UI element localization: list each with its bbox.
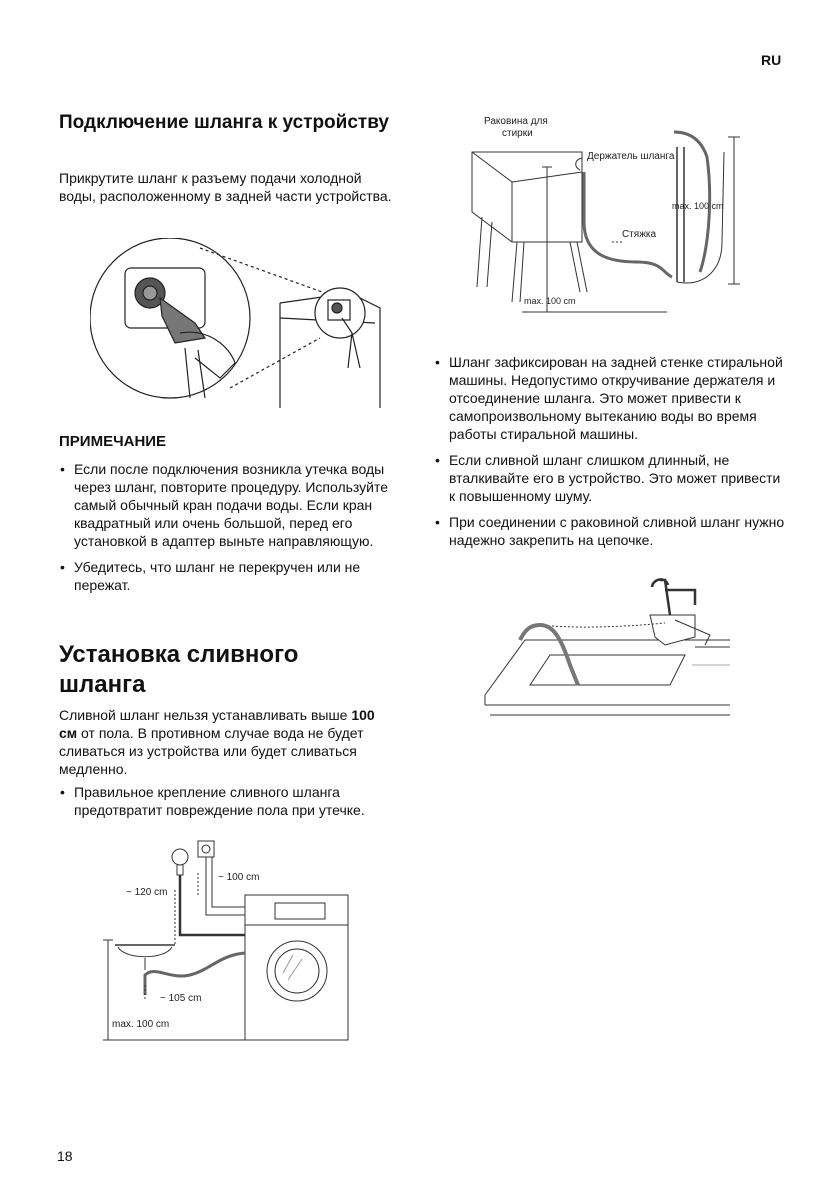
label-105cm: ~ 105 cm — [160, 993, 202, 1004]
label-sink-2: стирки — [502, 128, 533, 139]
page-number: 18 — [57, 1148, 73, 1164]
drain-hose-text-pre: Сливной шланг нельзя устанавливать выше — [59, 707, 352, 723]
drain-hose-limit: 100 см — [59, 707, 375, 741]
laundry-sink — [472, 152, 582, 242]
note-item: • Если после подключения возникла утечка воды через шланг, повторите процедуру. Используйте самый обычный кран подачи воды. Если кран квадратный или очень большой, перед его установкой в адаптер выньте направляющую. — [59, 460, 399, 550]
note-title: ПРИМЕЧАНИЕ — [59, 433, 167, 450]
drain-hose-text-post: от пола. В противном случае вода не будет сливаться из устройства или будет сливаться медленно. — [59, 725, 364, 777]
label-120cm: ~ 120 cm — [126, 887, 168, 898]
label-max-100cm: max. 100 cm — [112, 1019, 170, 1030]
label-hose-holder: Держатель шланга — [587, 151, 675, 162]
label-max-right: max. 100 cm — [672, 201, 724, 211]
sink — [118, 947, 172, 957]
right-bullet-list — [434, 353, 789, 557]
drain-hose-text — [59, 706, 389, 778]
language-label: RU — [761, 52, 782, 68]
hose-connection-illustration — [90, 238, 390, 408]
right-bullet: • Шланг зафиксирован на задней стенке стиральной машины. Недопустимо откручивание держателя и отсоединение шланга. Это может привести к самопроизвольному вытеканию воды во время работы стиральной машины. — [434, 353, 789, 443]
section-heading-drain-hose: Установка сливного шланга — [59, 641, 299, 698]
label-sink-1: Раковина для — [484, 116, 548, 127]
note-item: • Убедитесь, что шланг не перекручен или не пережат. — [59, 558, 399, 594]
drain-hose-bullet: • Правильное крепление сливного шланга предотвратит повреждение пола при утечке. — [59, 783, 419, 819]
drain-hose-height-diagram — [100, 835, 360, 1045]
label-100cm: ~ 100 cm — [218, 872, 260, 883]
note-list — [59, 460, 399, 602]
drain-hose-list — [59, 783, 419, 827]
tap-icon — [172, 849, 188, 865]
label-tie: Стяжка — [622, 229, 657, 240]
hose-connection-text: Прикрутите шланг к разъему подачи холодной воды, расположенному в задней части устройства. — [59, 170, 392, 204]
label-max-left: max. 100 cm — [524, 296, 576, 306]
right-bullet: • При соединении с раковиной сливной шланг нужно надежно закрепить на цепочке. — [434, 513, 789, 549]
right-bullet: • Если сливной шланг слишком длинный, не вталкивайте его в устройство. Это может привести к повышенному шуму. — [434, 451, 789, 505]
kitchen-sink-chain-illustration — [480, 575, 740, 720]
sink-hose-holder-diagram — [462, 112, 747, 317]
section-heading-hose-connection: Подключение шланга к устройству — [59, 112, 389, 133]
socket-icon — [198, 841, 214, 857]
